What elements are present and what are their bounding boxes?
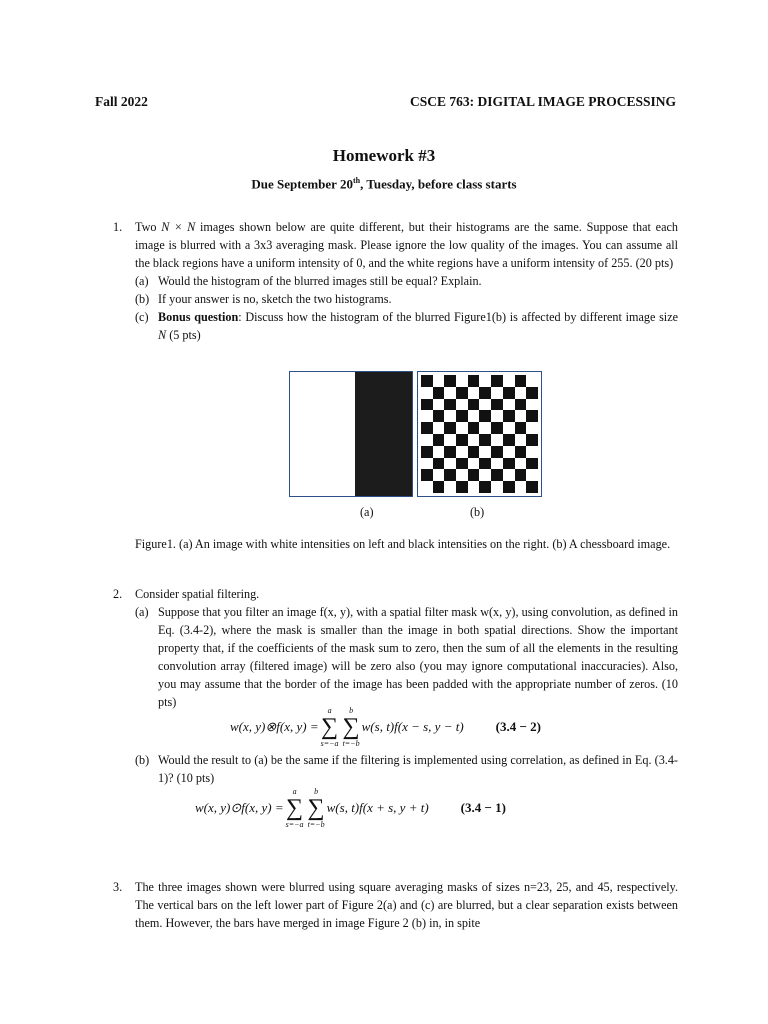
subquestion-a: (a) Suppose that you filter an image f(x, y), with a spatial filter mask w(x, y), using convolution, as defined in Eq. (3.4-2), where the mask is smaller than the image in both spatial directions. Show the important property that, if the coefficients of the mask sum to zero, then the sum of all the elements in the resulting convolution array (filtered image) will be zero also (you may ignore computational inaccuracies). Also, you may assume that the border of the image has been padded with the appropriate number of zeros. (10 pts) xyxy=(135,605,678,709)
question-text: The three images shown were blurred using square averaging masks of sizes n=23, 25, and 45, respectively. The vertical bars on the left lower part of Figure 2(a) and (c) are blurred, but a clear separation exists between them. However, the bars have merged in image Figure 2 (b) in, in spite xyxy=(135,880,678,930)
subquestion-b: (b) Would the result to (a) be the same if the filtering is implemented using correlation, as defined in Eq. (3.4-1)? (10 pts) xyxy=(135,753,678,785)
subquestion-b: (b) If your answer is no, sketch the two histograms. xyxy=(135,292,392,306)
question-number: 1. xyxy=(113,220,123,234)
semester-label: Fall 2022 xyxy=(95,94,148,109)
sum-s: a ∑ s=−a xyxy=(320,706,339,748)
question-2b xyxy=(113,751,678,787)
course-label: CSCE 763: DIGITAL IMAGE PROCESSING xyxy=(409,94,676,109)
page-title: Homework #3 xyxy=(332,146,436,165)
due-date: Due September 20th, Tuesday, before class starts xyxy=(251,176,517,192)
figure-b-label: (b) xyxy=(470,505,485,519)
sum-t: b ∑ t=−b xyxy=(307,787,325,829)
equation-convolution: w(x, y)⊗f(x, y) = a ∑ s=−a b ∑ t=−b w(s, t)f(x − s, y − t) (3.4 − 2) xyxy=(230,706,541,748)
figure-a-label: (a) xyxy=(360,505,374,519)
question-text: Consider spatial filtering. xyxy=(135,587,260,601)
sum-s: a ∑ s=−a xyxy=(285,787,304,829)
question-3 xyxy=(113,878,678,932)
chessboard-image xyxy=(417,371,542,497)
page-header xyxy=(95,94,676,110)
figure-1 xyxy=(289,371,542,497)
sum-t: b ∑ t=−b xyxy=(342,706,360,748)
question-number: 2. xyxy=(113,587,123,601)
equation-number: (3.4 − 1) xyxy=(460,800,506,815)
equation-correlation: w(x, y)⊙f(x, y) = a ∑ s=−a b ∑ t=−b w(s, t)f(x + s, y + t) (3.4 − 1) xyxy=(195,787,506,829)
equation-number: (3.4 − 2) xyxy=(495,719,541,734)
question-2 xyxy=(113,585,678,711)
half-white-half-black-image xyxy=(289,371,413,497)
subquestion-c: (c) Bonus question: Discuss how the histogram of the blurred Figure1(b) is affected by different image size N (5 pts) xyxy=(135,310,679,342)
question-number: 3. xyxy=(113,880,123,894)
question-1 xyxy=(113,218,678,344)
subquestion-a: (a) Would the histogram of the blurred images still be equal? Explain. xyxy=(135,274,482,288)
figure-caption: Figure1. (a) An image with white intensities on left and black intensities on the right. (b) A chessboard image. xyxy=(135,537,671,551)
question-text: Two N × N images shown below are quite different, but their histograms are the same. Suppose that each image is blurred with a 3x3 averaging mask. Please ignore the low quality of the images. You can assume all the black regions have a uniform intensity of 0, and the white regions have a uniform intensity of 255. (20 pts) xyxy=(135,220,678,270)
